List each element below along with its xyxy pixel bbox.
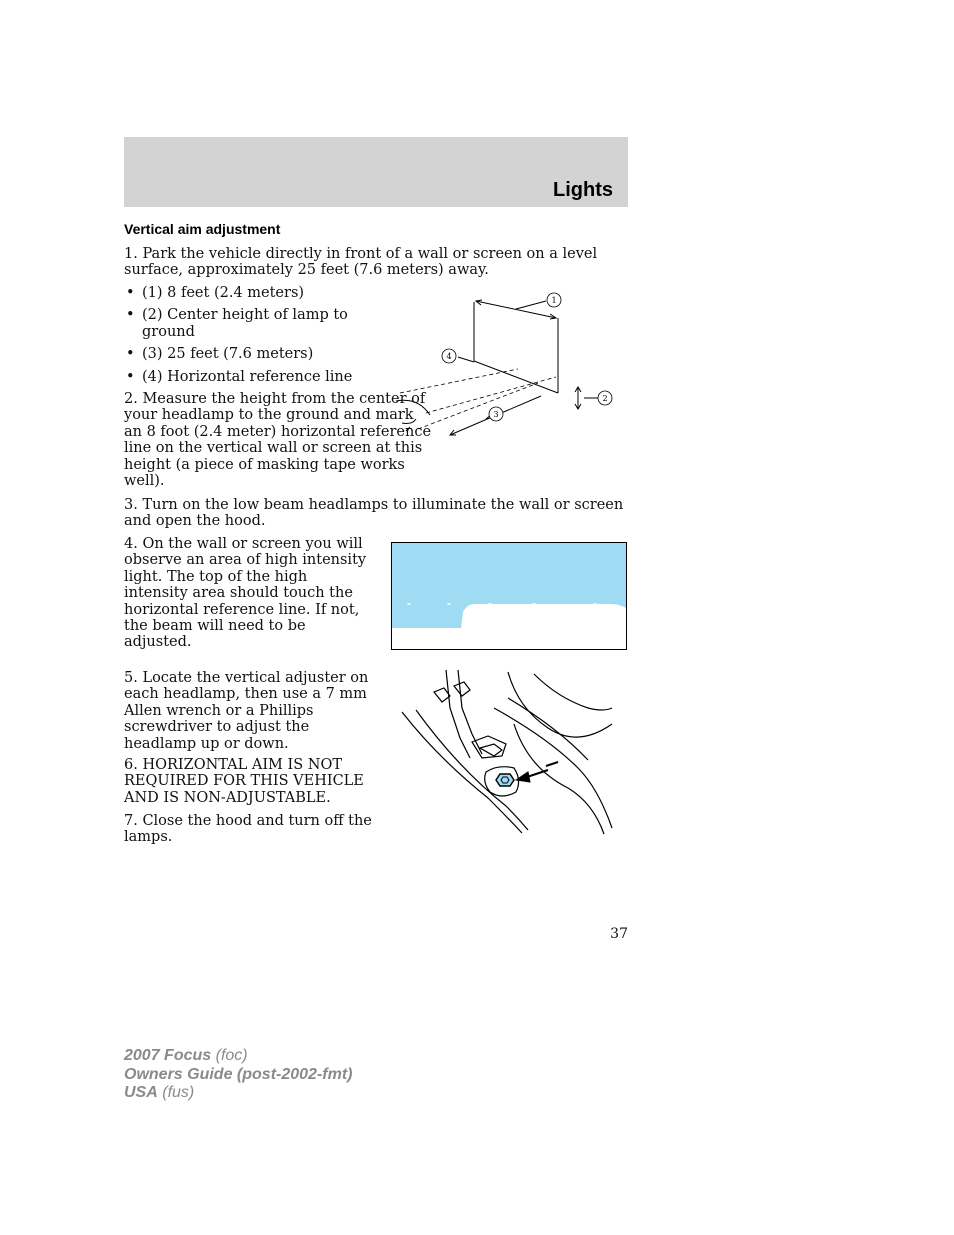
svg-text:3: 3	[493, 410, 499, 419]
subsection-heading: Vertical aim adjustment	[124, 221, 281, 237]
adjuster-screw-icon	[496, 774, 514, 786]
svg-text:4: 4	[446, 352, 452, 361]
section-title: Lights	[553, 179, 613, 201]
step-1-text: 1. Park the vehicle directly in front of a wall or screen on a level surface, approximately 25 feet (7.6 meters) away.	[124, 246, 598, 279]
measurement-legend-list	[124, 285, 384, 391]
step-5-text: 5. Locate the vertical adjuster on each headlamp, then use a 7 mm Allen wrench or a Phillips screwdriver to adjust the headlamp up or down.	[124, 670, 369, 752]
legend-item: • (3) 25 feet (7.6 meters)	[126, 346, 314, 363]
step-2-text: 2. Measure the height from the center of your headlamp to the ground and mark an 8 foot (2.4 meter) horizontal reference line on the vertical wall or screen at this height (a piece of masking tape works well).	[124, 391, 432, 490]
legend-item: • (1) 8 feet (2.4 meters)	[126, 285, 305, 301]
svg-text:1: 1	[551, 296, 557, 305]
vertical-adjuster-illustration	[398, 668, 616, 836]
step-4-text: 4. On the wall or screen you will observe an area of high intensity light. The top of the high intensity area should touch the horizontal reference line. If not, the beam will need to be adjusted.	[124, 536, 367, 651]
svg-text:2: 2	[602, 394, 608, 403]
step-7-text: 7. Close the hood and turn off the lamps.	[124, 813, 372, 846]
section-header-bar	[124, 137, 628, 207]
step-3-text: 3. Turn on the low beam headlamps to illuminate the wall or screen and open the hood.	[124, 497, 624, 530]
legend-item: • (4) Horizontal reference line	[126, 368, 353, 385]
step-6-text: 6. HORIZONTAL AIM IS NOT REQUIRED FOR THIS VEHICLE AND IS NON-ADJUSTABLE.	[124, 757, 364, 806]
aiming-distance-diagram	[388, 283, 628, 443]
document-footer: 2007 Focus (foc) Owners Guide (post-2002-fmt) USA (fus)	[124, 1047, 353, 1101]
legend-item: • (2) Center height of lamp to ground	[126, 307, 348, 340]
width-dimension-line	[476, 301, 556, 318]
page-number: 37	[610, 926, 628, 942]
beam-pattern-figure	[391, 542, 627, 650]
